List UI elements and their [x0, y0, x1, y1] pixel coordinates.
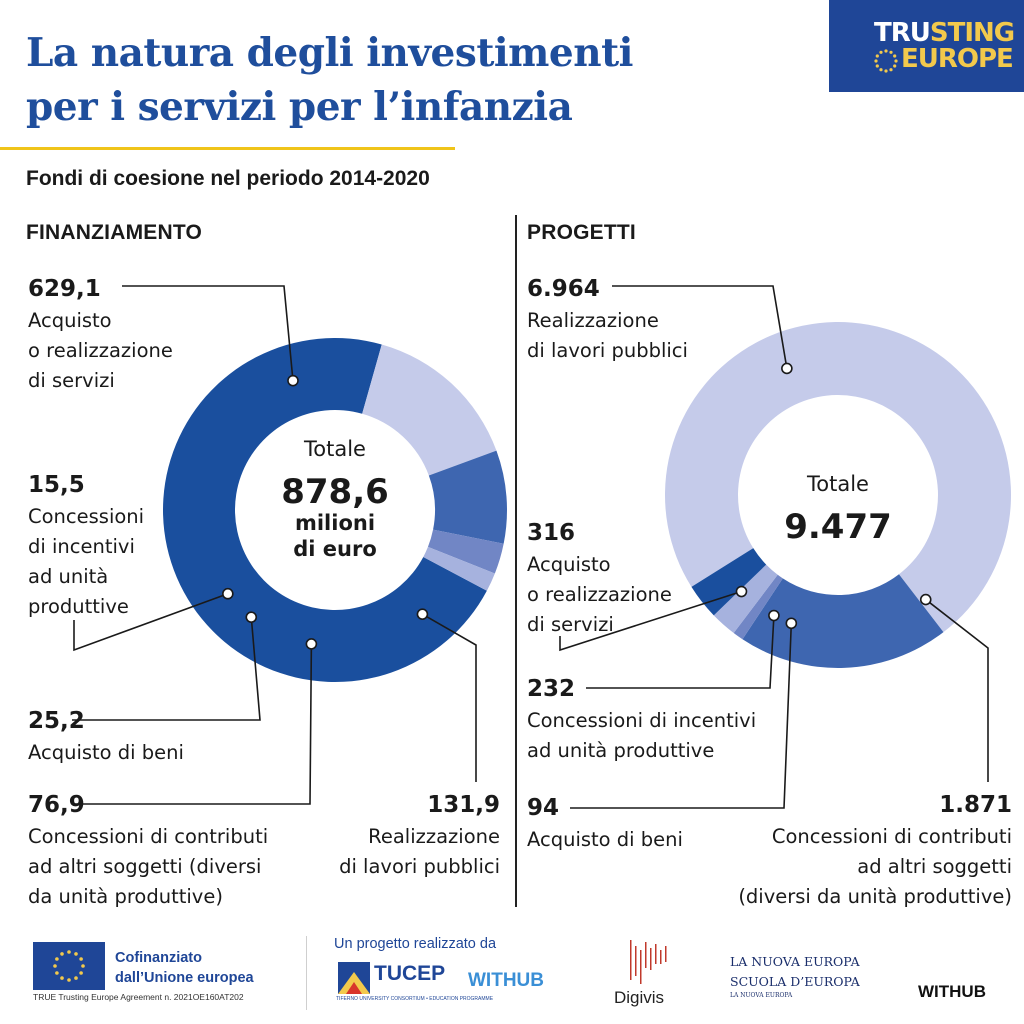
- project-by-label: Un progetto realizzato da: [334, 936, 497, 952]
- slice-marker: [306, 639, 316, 649]
- slice-marker: [736, 587, 746, 597]
- slice-marker: [417, 609, 427, 619]
- donut-slice: [362, 344, 496, 475]
- slice-value: 131,9: [427, 792, 500, 818]
- slice-label: Acquisto: [28, 309, 112, 332]
- slice-marker: [288, 376, 298, 386]
- tucep-logo: [336, 960, 494, 1004]
- slice-label: di incentivi: [28, 535, 135, 558]
- left-section-title: FINANZIAMENTO: [26, 221, 203, 244]
- slice-label: Concessioni: [28, 505, 145, 528]
- slice-marker: [223, 589, 233, 599]
- slice-label: Realizzazione: [368, 825, 500, 848]
- slice-label: Acquisto: [527, 553, 611, 576]
- slice-label: ad unità: [28, 565, 109, 588]
- nuova-line-1: LA NUOVA EUROPA: [730, 954, 860, 969]
- digivis-bars-icon: [620, 936, 680, 986]
- withub-logo: WITHUB: [468, 970, 544, 991]
- slice-value: 1.871: [939, 792, 1012, 818]
- slice-label: di lavori pubblici: [527, 339, 688, 362]
- slice-value: 629,1: [28, 276, 101, 302]
- slice-label: o realizzazione: [28, 339, 173, 362]
- tucep-name: TUCEP: [374, 962, 446, 985]
- center-unit: di euro: [293, 537, 377, 561]
- slice-label: Realizzazione: [527, 309, 659, 332]
- withub-logo-2: WITHUB: [918, 982, 986, 1001]
- nuova-line-2: SCUOLA D’EUROPA: [730, 974, 860, 989]
- slice-marker: [782, 363, 792, 373]
- center-total: 9.477: [784, 507, 892, 547]
- eu-flag-icon: [33, 942, 105, 990]
- slice-value: 94: [527, 795, 560, 821]
- slice-label: di servizi: [527, 613, 614, 636]
- center-label: Totale: [304, 437, 366, 461]
- nuova-line-3: LA NUOVA EUROPA: [730, 992, 793, 999]
- logo-part-sting: STING: [929, 18, 1015, 48]
- chart-subtitle: Fondi di coesione nel periodo 2014-2020: [26, 167, 430, 190]
- slice-marker: [769, 611, 779, 621]
- slice-label: Acquisto di beni: [28, 741, 184, 764]
- slice-label: Concessioni di incentivi: [527, 709, 757, 732]
- slice-label: (diversi da unità produttive): [738, 885, 1012, 908]
- slice-label: produttive: [28, 595, 129, 618]
- slice-value: 76,9: [28, 792, 85, 818]
- slice-label: ad altri soggetti: [857, 855, 1012, 878]
- eu-agreement-text: TRUE Trusting Europe Agreement n. 2021OE160AT202: [33, 992, 244, 1002]
- logo-part-europe: EUROPE: [901, 44, 1013, 74]
- footer: [0, 928, 1024, 1024]
- slice-label: ad unità produttive: [527, 739, 715, 762]
- slice-label: Concessioni di contributi: [771, 825, 1012, 848]
- center-unit: milioni: [294, 511, 376, 535]
- slice-label: ad altri soggetti (diversi: [28, 855, 262, 878]
- slice-label: di servizi: [28, 369, 115, 392]
- eu-line-2: dall’Unione europea: [115, 970, 254, 986]
- slice-value: 316: [527, 520, 576, 546]
- eu-line-1: Cofinanziato: [115, 950, 202, 966]
- tucep-tagline: TIFERNO UNIVERSITY CONSORTIUM • EDUCATION PROGRAMME: [336, 996, 494, 1002]
- nuova-europa-logo: [730, 952, 860, 1000]
- slice-value: 25,2: [28, 708, 85, 734]
- tucep-mark-icon: [336, 960, 372, 996]
- slice-value: 6.964: [527, 276, 600, 302]
- slice-label: o realizzazione: [527, 583, 672, 606]
- logo-part-tru: TRU: [874, 18, 930, 48]
- footer-separator: [306, 936, 307, 1010]
- eu-cofinanced-text: [115, 948, 254, 988]
- slice-label: da unità produttive): [28, 885, 223, 908]
- slice-label: Acquisto di beni: [527, 828, 683, 851]
- center-total: 878,6: [281, 472, 389, 512]
- digivis-logo: [612, 936, 684, 1014]
- slice-value: 232: [527, 676, 576, 702]
- title-line-1: La natura degli investimenti: [26, 30, 633, 76]
- slice-label: di lavori pubblici: [339, 855, 500, 878]
- slice-label: Concessioni di contributi: [28, 825, 269, 848]
- right-section-title: PROGETTI: [527, 221, 636, 244]
- slice-marker: [786, 618, 796, 628]
- slice-marker: [921, 595, 931, 605]
- digivis-name: Digivis: [614, 988, 665, 1007]
- center-label: Totale: [807, 472, 869, 496]
- slice-marker: [246, 612, 256, 622]
- slice-value: 15,5: [28, 472, 85, 498]
- title-line-2: per i servizi per l’infanzia: [26, 84, 573, 130]
